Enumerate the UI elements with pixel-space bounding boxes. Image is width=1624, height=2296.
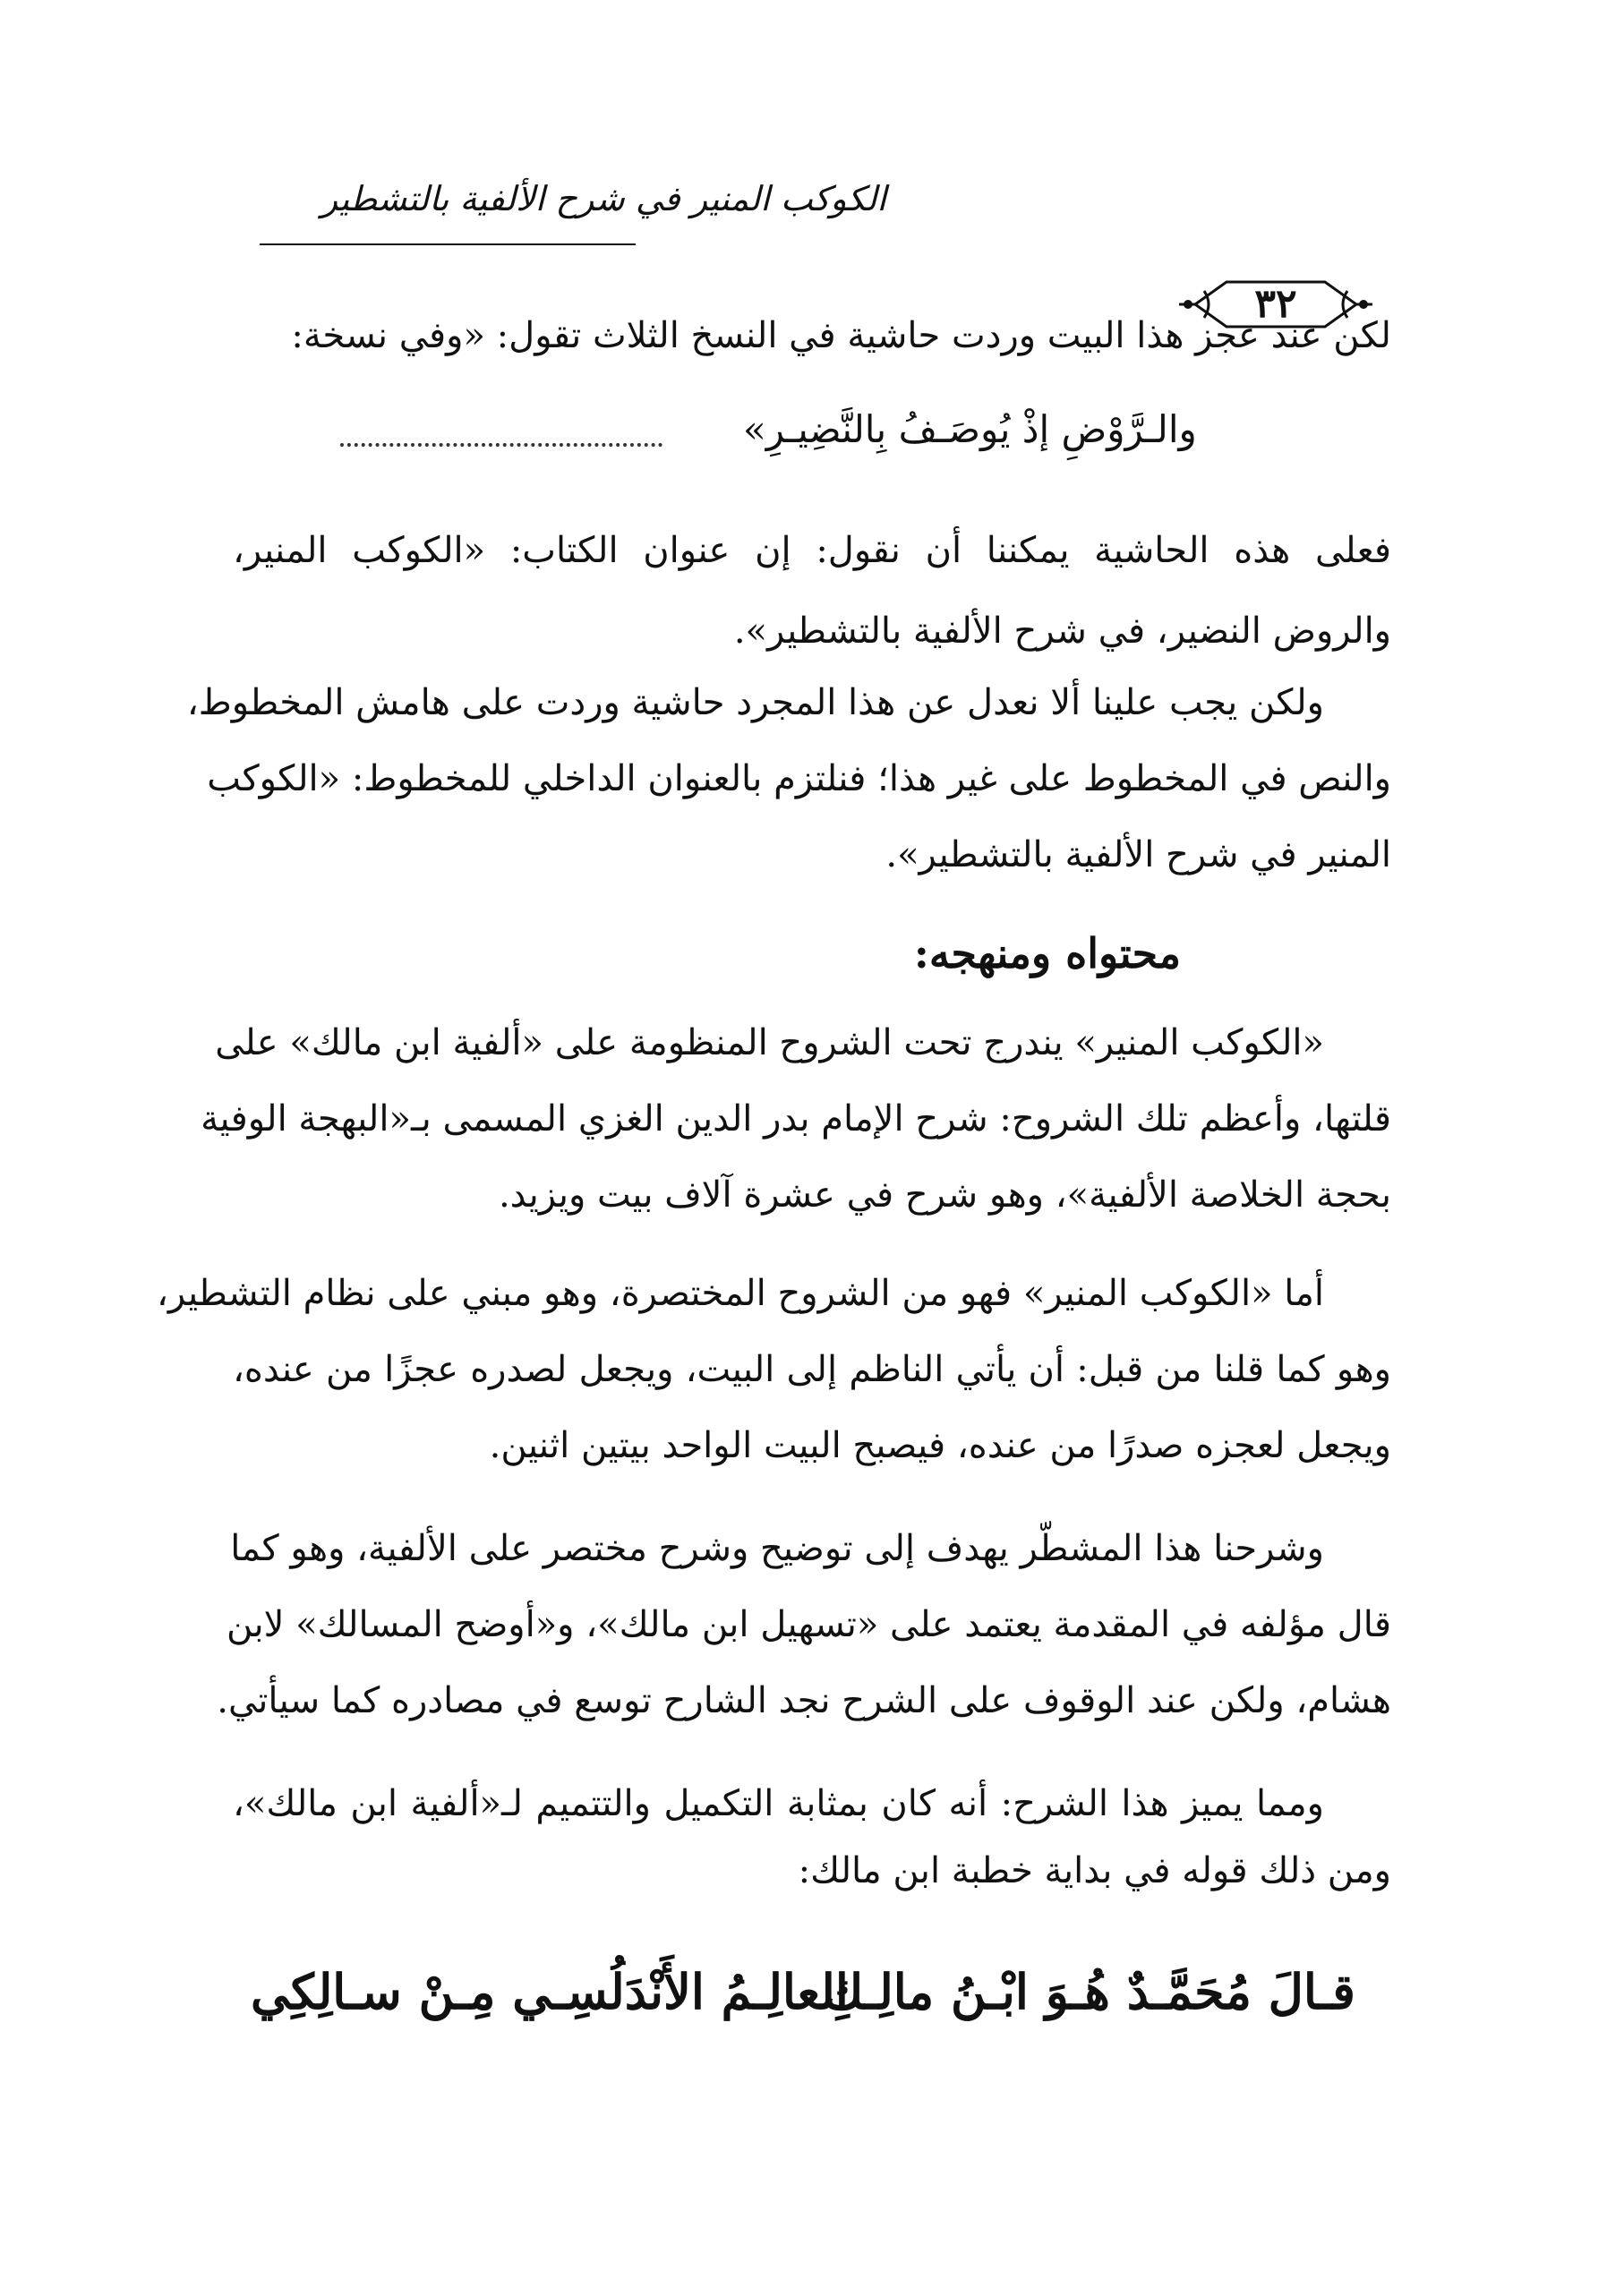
text-line: فعلى هذه الحاشية يمكننا أن نقول: إن عنوان الكتاب: «الكوكب المنير، [233,530,1391,571]
text-line: قلتها، وأعظم تلك الشروح: شرح الإمام بدر الدين الغزي المسمى بـ«البهجة الوفية [201,1098,1391,1139]
text-line: والنص في المخطوط على غير هذا؛ فنلتزم بالعنوان الداخلي للمخطوط: «الكوكب [207,758,1391,799]
running-header-title: الكوكب المنير في شرح الألفية بالتشطير [321,179,886,218]
ellipsis-dots [340,443,662,447]
page-number: ٣٢ [1254,281,1297,327]
verse-second-hemistich: العالِـمُ الأَنْدَلُسِـي مِـنْ سـالِكِي [251,1963,849,2020]
text-line: بحجة الخلاصة الألفية»، وهو شرح في عشرة آلاف بيت ويزيد. [498,1174,1391,1216]
verse-first-hemistich: قـالَ مُحَمَّـدٌ هُـوَ ابْـنُ مالِـكِ [824,1963,1355,2020]
text-line: والروض النضير، في شرح الألفية بالتشطير». [733,610,1391,652]
section-heading: محتواه ومنهجه: [913,929,1181,977]
text-line: وشرحنا هذا المشطّر يهدف إلى توضيح وشرح مختصر على الألفية، وهو كما [230,1528,1324,1569]
text-line: قال مؤلفه في المقدمة يعتمد على «تسهيل ابن مالك»، و«أوضح المسالك» لابن [227,1604,1391,1645]
header-rule [260,243,636,245]
text-line: ويجعل لعجزه صدرًا من عنده، فيصبح البيت الواحد بيتين اثنين. [489,1425,1391,1466]
text-line: «الكوكب المنير» يندرج تحت الشروح المنظومة على «ألفية ابن مالك» على [215,1022,1324,1063]
text-line: لكن عند عجز هذا البيت وردت حاشية في النسخ الثلاث تقول: «وفي نسخة: [291,315,1391,356]
text-line: ومن ذلك قوله في بداية خطبة ابن مالك: [798,1850,1391,1891]
text-line: وهو كما قلنا من قبل: أن يأتي الناظم إلى البيت، ويجعل لصدره عجزًا من عنده، [233,1349,1391,1390]
text-line: المنير في شرح الألفية بالتشطير». [885,834,1391,875]
text-line: أما «الكوكب المنير» فهو من الشروح المختصرة، وهو مبني على نظام التشطير، [156,1273,1324,1314]
text-line: ولكن يجب علينا ألا نعدل عن هذا المجرد حاشية وردت على هامش المخطوط، [186,682,1324,723]
text-line: هشام، ولكن عند الوقوف على الشرح نجد الشارح توسع في مصادره كما سيأتي. [217,1680,1391,1721]
quoted-verse: والـرَّوْضِ إذْ يُوصَـفُ بِالنَّضِيـرِ» [743,407,1197,451]
poem-verse [251,1942,1355,2041]
text-line: ومما يميز هذا الشرح: أنه كان بمثابة التكميل والتتميم لـ«ألفية ابن مالك»، [233,1783,1324,1824]
